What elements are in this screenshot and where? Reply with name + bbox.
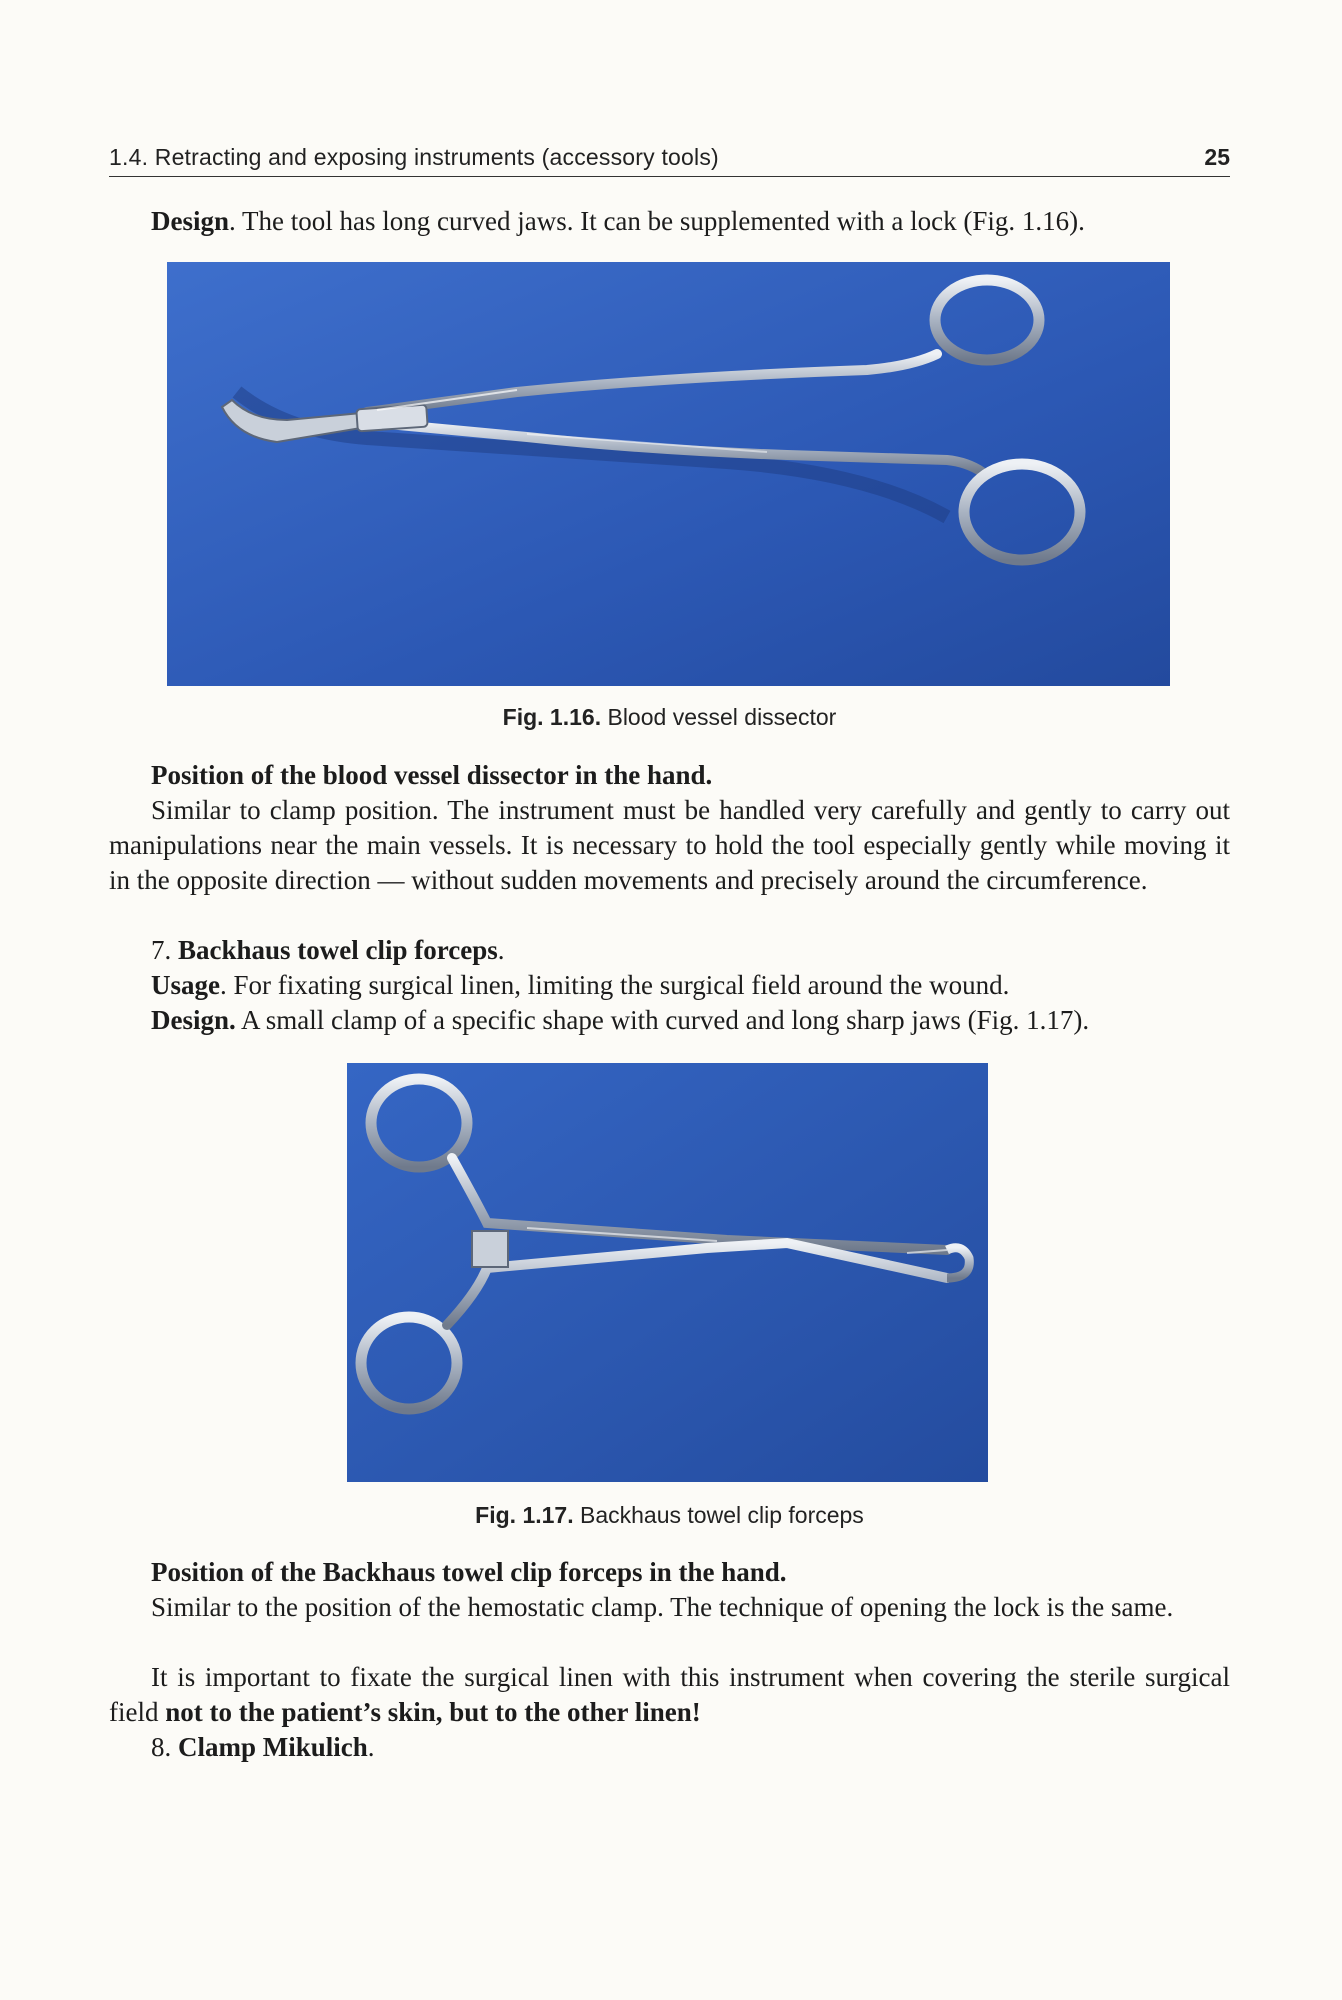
list-item-8 <box>109 1730 1230 1765</box>
running-header <box>109 140 1230 177</box>
page-number: 25 <box>1204 144 1230 170</box>
caption-number: Fig. 1.17. <box>475 1502 574 1528</box>
caption-number: Fig. 1.16. <box>502 704 602 730</box>
usage-text: . For fixating surgical linen, limiting the surgical field around the wound. <box>220 970 1010 1000</box>
paragraph-usage <box>109 968 1230 1003</box>
paragraph-important <box>109 1660 1230 1730</box>
list-number: 8. <box>151 1732 178 1762</box>
paragraph-position-dissector-body: Similar to clamp position. The instrument must be handled very carefully and gently to carry out manipulations near the main vessels. It is necessary to hold the tool especially gently while moving it in the opposite direction — without sudden movements and precisely around the circumference. <box>109 795 1230 895</box>
caption-fig-1-17 <box>109 1502 1230 1529</box>
paragraph-position-backhaus-body: Similar to the position of the hemostatic clamp. The technique of opening the lock is the same. <box>151 1592 1174 1622</box>
paragraph-position-backhaus-heading <box>109 1555 1230 1590</box>
design-backhaus-text: A small clamp of a specific shape with curved and long sharp jaws (Fig. 1.17). <box>235 1005 1090 1035</box>
design-text: . The tool has long curved jaws. It can be supplemented with a lock (Fig. 1.16). <box>229 206 1085 236</box>
important-bold: not to the patient’s skin, but to the other linen! <box>165 1697 701 1727</box>
heading-backhaus: Backhaus towel clip forceps <box>178 935 498 965</box>
label-usage: Usage <box>151 970 220 1000</box>
label-design: Design <box>151 206 230 236</box>
figure-backhaus-forceps <box>347 1063 988 1482</box>
caption-fig-1-16 <box>109 704 1230 731</box>
section-title: 1.4. Retracting and exposing instruments (accessory tools) <box>109 144 719 170</box>
caption-text: Backhaus towel clip forceps <box>573 1502 864 1528</box>
list-item-7 <box>109 933 1230 968</box>
label-design-backhaus: Design. <box>151 1005 236 1035</box>
backhaus-illustration <box>347 1063 988 1482</box>
heading-position-dissector: Position of the blood vessel dissector in the hand. <box>151 760 713 790</box>
paragraph-design-backhaus <box>109 1003 1230 1038</box>
heading-position-backhaus: Position of the Backhaus towel clip forceps in the hand. <box>151 1557 787 1587</box>
paragraph-position-dissector-heading <box>109 758 1230 793</box>
list-number: 7. <box>151 935 178 965</box>
figure-blood-vessel-dissector <box>167 262 1170 686</box>
caption-text: Blood vessel dissector <box>601 704 837 730</box>
list-suffix: . <box>497 935 505 965</box>
list-suffix: . <box>367 1732 375 1762</box>
dissector-illustration <box>167 262 1170 686</box>
important-text: It is important to fixate the surgical linen with this instrument when covering the sterile surgical field <box>109 1662 1230 1727</box>
paragraph-design-dissector <box>109 204 1230 239</box>
heading-mikulich: Clamp Mikulich <box>178 1732 368 1762</box>
